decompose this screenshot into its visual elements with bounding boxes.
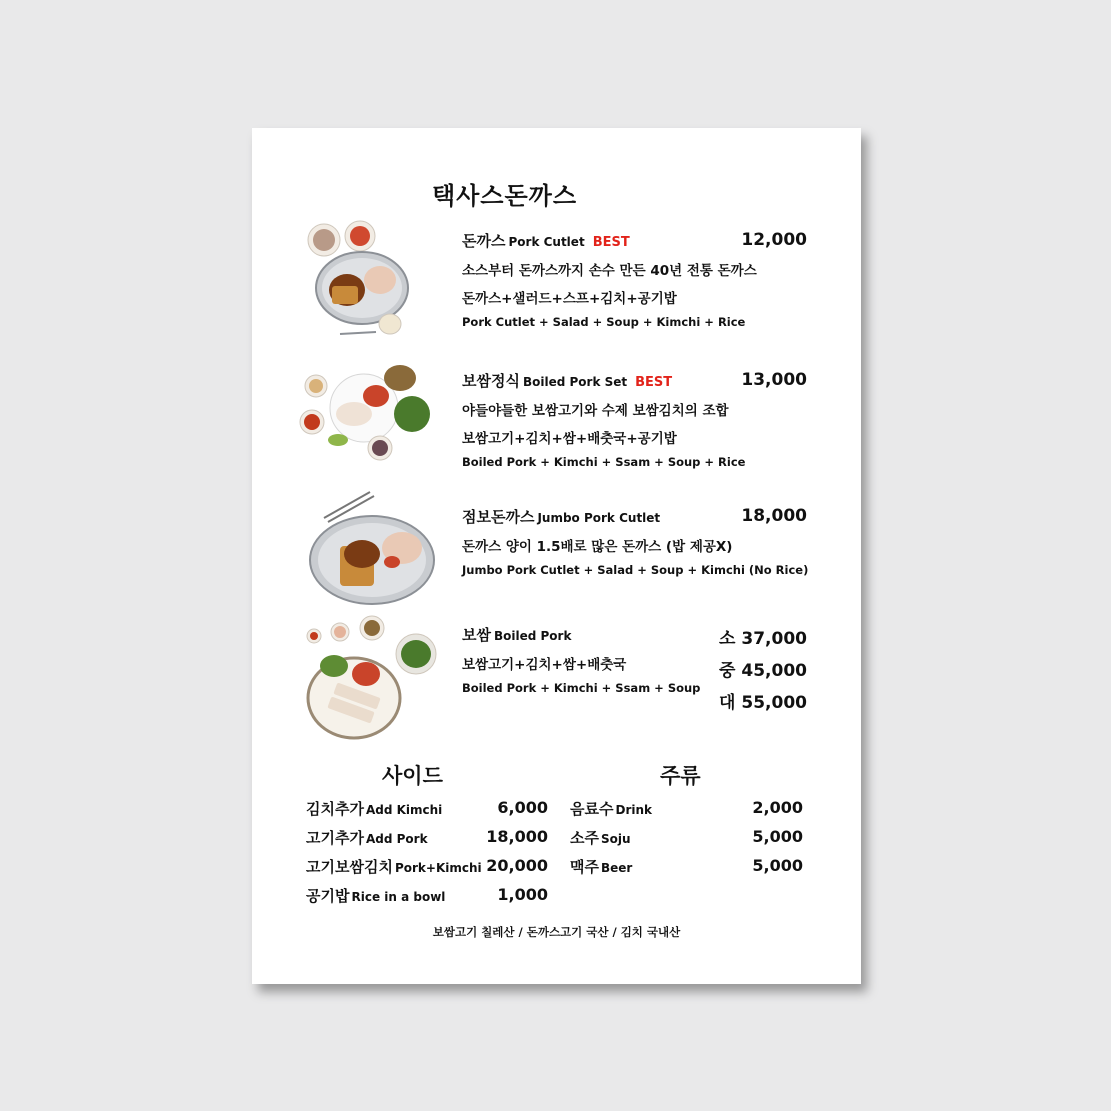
item-combo-ko: 보쌈고기+김치+쌈+배춧국: [462, 657, 627, 673]
side-section-title: 사이드: [382, 764, 443, 788]
drink-name-en: Beer: [600, 861, 633, 875]
item-combo-ko: 보쌈고기+김치+쌈+배춧국+공기밥: [462, 431, 677, 447]
side-name-en: Rice in a bowl: [351, 890, 446, 904]
drink-row-soju: [570, 827, 803, 849]
side-name-en: Add Kimchi: [365, 803, 443, 817]
menu-title: 택사스돈까스: [431, 182, 578, 210]
side-row-pork-kimchi: [306, 856, 548, 878]
side-price: 20,000: [486, 856, 548, 875]
drink-name-ko: 음료수: [570, 800, 614, 818]
best-badge: BEST: [592, 235, 630, 250]
drink-row-beer: [570, 856, 803, 878]
side-name-en: Pork+Kimchi: [394, 861, 482, 875]
drink-row-soft-drink: [570, 798, 803, 820]
side-price: 6,000: [497, 798, 548, 817]
item-name-en: Jumbo Pork Cutlet: [537, 511, 661, 525]
item-name-en: Boiled Pork: [493, 629, 572, 643]
item-price: 18,000: [741, 506, 807, 526]
side-row-rice: [306, 885, 548, 907]
item-price: 13,000: [741, 370, 807, 390]
side-price: 1,000: [497, 885, 548, 904]
item-name-en: Boiled Pork Set: [522, 375, 628, 389]
side-name-ko: 고기보쌈김치: [306, 858, 393, 876]
menu-item-jumbo-pork-cutlet: [462, 506, 807, 577]
drink-name-ko: 맥주: [570, 858, 599, 876]
item-description: 야들야들한 보쌈고기와 수제 보쌈김치의 조합: [462, 403, 729, 419]
item-price: 12,000: [741, 230, 807, 250]
item-name-ko: 보쌈정식: [462, 372, 520, 390]
pork-cutlet-photo: [302, 216, 424, 341]
size-price-large: 대 55,000: [719, 693, 807, 713]
side-price: 18,000: [486, 827, 548, 846]
menu-item-pork-cutlet: [462, 230, 807, 329]
boiled-pork-set-photo: [296, 360, 446, 464]
item-name-ko: 점보돈까스: [462, 508, 535, 526]
drink-name-ko: 소주: [570, 829, 599, 847]
menu-sheet: [252, 128, 861, 984]
origin-note: 보쌈고기 칠레산 / 돈까스고기 국산 / 김치 국내산: [432, 925, 681, 939]
drink-name-en: Drink: [615, 803, 652, 817]
side-name-ko: 고기추가: [306, 829, 364, 847]
best-badge: BEST: [635, 375, 673, 390]
boiled-pork-photo: [304, 614, 440, 742]
item-name-ko: 돈까스: [462, 232, 506, 250]
size-price-list: [719, 624, 807, 720]
drink-price: 2,000: [752, 798, 803, 817]
drinks-section-title: 주류: [660, 764, 701, 788]
item-name-en: Pork Cutlet: [508, 235, 585, 249]
item-combo-en: Pork Cutlet + Salad + Soup + Kimchi + Rice: [462, 315, 746, 329]
item-name-ko: 보쌈: [462, 626, 491, 644]
jumbo-pork-cutlet-photo: [306, 488, 438, 606]
item-combo-en: Jumbo Pork Cutlet + Salad + Soup + Kimchi (No Rice): [462, 563, 809, 577]
item-combo-ko: 돈까스+샐러드+스프+김치+공기밥: [462, 291, 677, 307]
menu-item-boiled-pork-set: [462, 370, 807, 469]
item-description: 돈까스 양이 1.5배로 많은 돈까스 (밥 제공X): [462, 539, 733, 555]
drink-price: 5,000: [752, 827, 803, 846]
menu-item-boiled-pork: [462, 624, 807, 713]
size-price-small: 소 37,000: [719, 629, 807, 649]
side-name-ko: 공기밥: [306, 887, 350, 905]
item-description: 소스부터 돈까스까지 손수 만든 40년 전통 돈까스: [462, 263, 757, 279]
side-row-pork: [306, 827, 548, 849]
side-name-en: Add Pork: [365, 832, 428, 846]
drink-name-en: Soju: [600, 832, 631, 846]
size-price-medium: 중 45,000: [719, 661, 807, 681]
side-name-ko: 김치추가: [306, 800, 364, 818]
item-combo-en: Boiled Pork + Kimchi + Ssam + Soup: [462, 681, 701, 695]
drink-price: 5,000: [752, 856, 803, 875]
item-combo-en: Boiled Pork + Kimchi + Ssam + Soup + Rice: [462, 455, 746, 469]
side-row-kimchi: [306, 798, 548, 820]
